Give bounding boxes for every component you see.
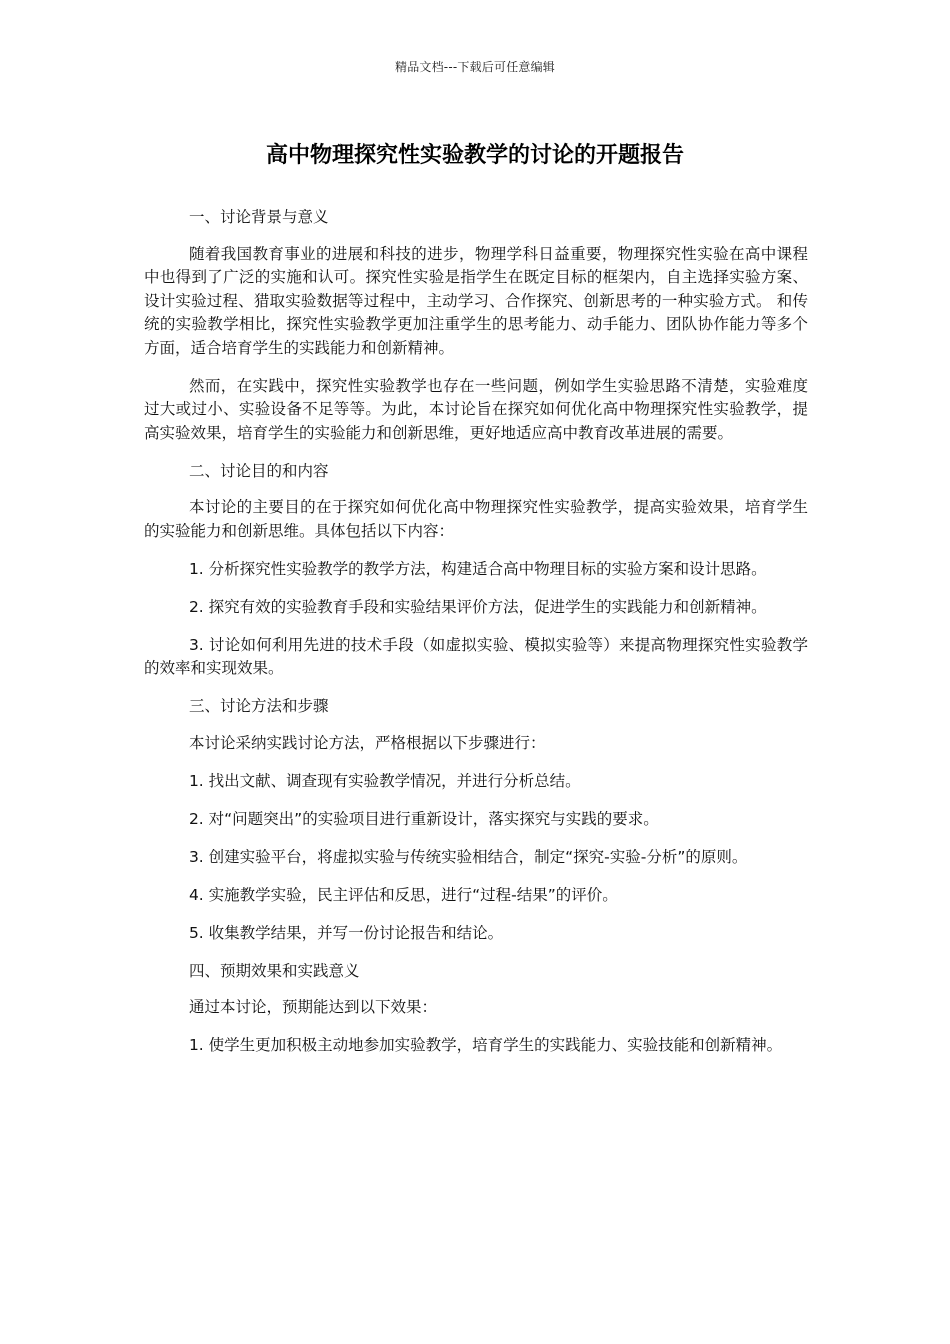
list-item-method-4: 4. 实施教学实验，民主评估和反思，进行“过程-结果”的评价。 xyxy=(188,885,618,904)
header-note: 精品文档---下载后可任意编辑 xyxy=(395,60,555,74)
list-item-method-5: 5. 收集教学结果，并写一份讨论报告和结论。 xyxy=(188,923,504,942)
paragraph-purpose-intro: 本讨论的主要目的在于探究如何优化高中物理探究性实验教学，提高实验效果，培育学生的实验能力和创新思维。具体包括以下内容： xyxy=(144,498,808,540)
list-item-purpose-1: 1. 分析探究性实验教学的教学方法，构建适合高中物理目标的实验方案和设计思路。 xyxy=(188,559,767,578)
paragraph-expected-intro: 通过本讨论，预期能达到以下效果： xyxy=(188,998,437,1016)
paragraph-background-1: 随着我国教育事业的进展和科技的进步，物理学科日益重要，物理探究性实验在高中课程中也得到了广泛的实施和认可。探究性实验是指学生在既定目标的框架内，自主选择实验方案、设计实验过程、猎取实验数据等过程中，主动学习、合作探究、创新思考的一种实验方式。 和传统的实验教学相比，探究性实验教学更加注重学生的思考能力、动手能力、团队协作能力等多个方面，适合培育学生的实践能力和创新精神。 xyxy=(144,244,808,357)
section-heading-background: 一、讨论背景与意义 xyxy=(188,208,329,226)
section-heading-purpose: 二、讨论目的和内容 xyxy=(188,461,329,480)
list-item-method-1: 1. 找出文献、调查现有实验教学情况，并进行分析总结。 xyxy=(188,771,581,790)
list-item-method-2: 2. 对“问题突出”的实验项目进行重新设计，落实探究与实践的要求。 xyxy=(188,809,659,828)
paragraph-background-2: 然而，在实践中，探究性实验教学也存在一些问题，例如学生实验思路不清楚，实验难度过大或过小、实验设备不足等等。为此，本讨论旨在探究如何优化高中物理探究性实验教学，提高实验效果，培育学生的实验能力和创新思维，更好地适应高中教育改革进展的需要。 xyxy=(144,376,808,442)
document-title: 高中物理探究性实验教学的讨论的开题报告 xyxy=(265,143,684,168)
section-heading-method: 三、讨论方法和步骤 xyxy=(188,697,329,715)
section-heading-expected: 四、预期效果和实践意义 xyxy=(188,961,360,980)
list-item-expected-1: 1. 使学生更加积极主动地参加实验教学，培育学生的实践能力、实验技能和创新精神。 xyxy=(188,1036,783,1054)
document-body xyxy=(144,206,808,1072)
list-item-method-3: 3. 创建实验平台，将虚拟实验与传统实验相结合，制定“探究-实验-分析”的原则。 xyxy=(188,847,748,866)
list-item-purpose-2: 2. 探究有效的实验教育手段和实验结果评价方法，促进学生的实践能力和创新精神。 xyxy=(188,597,767,616)
paragraph-method-intro: 本讨论采纳实践讨论方法，严格根据以下步骤进行： xyxy=(188,733,546,752)
list-item-purpose-3: 3. 讨论如何利用先进的技术手段（如虚拟实验、模拟实验等）来提高物理探究性实验教学的效率和实现效果。 xyxy=(144,635,808,677)
